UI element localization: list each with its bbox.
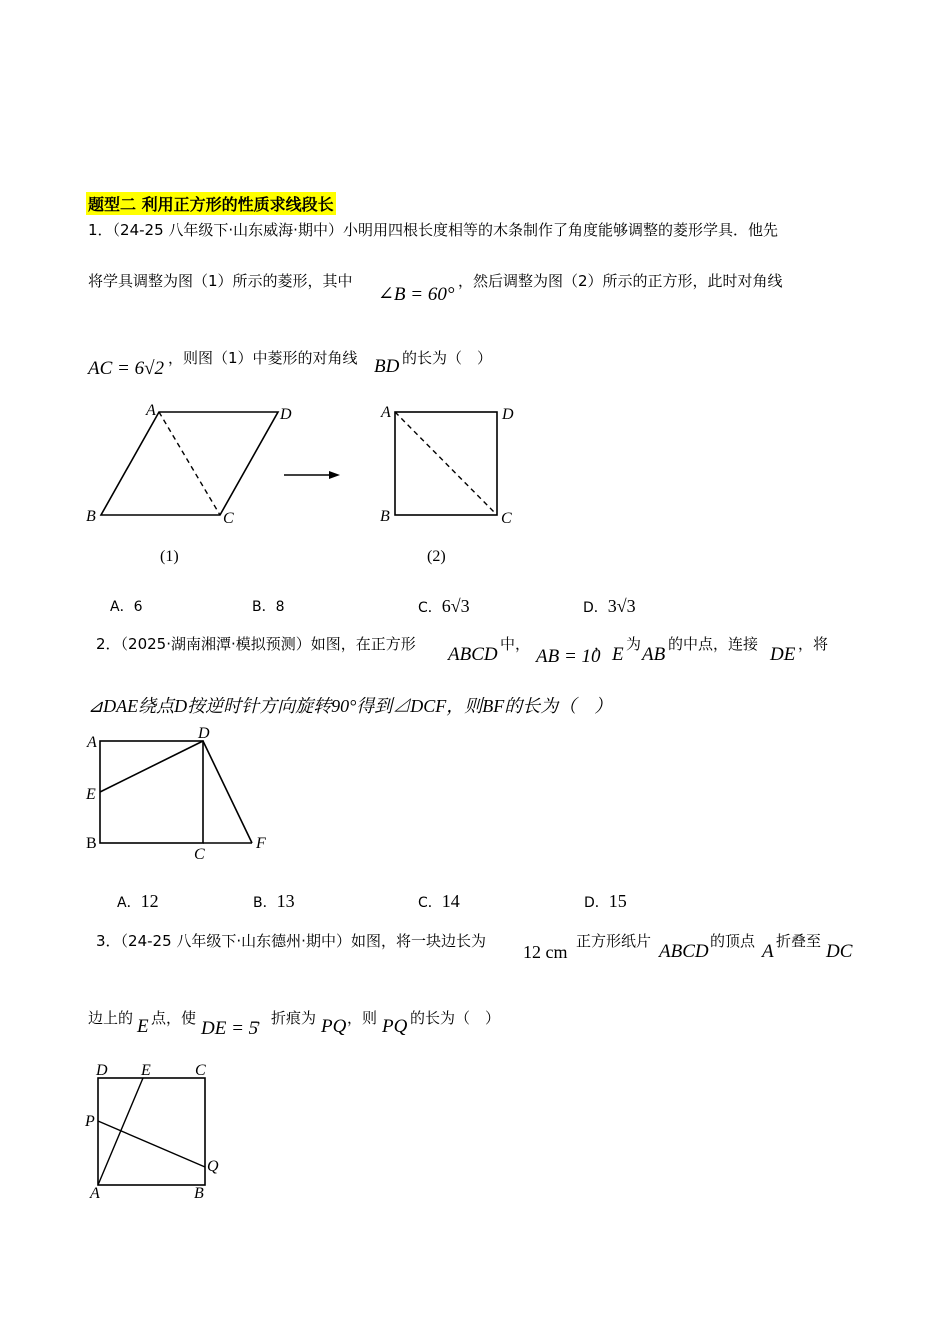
q3-source: （24-25 八年级下·山东德州·期中） [120, 932, 351, 950]
q2-label-c: C [194, 846, 205, 863]
q2-label-b: B [86, 835, 97, 852]
q2-label-f: F [256, 835, 266, 852]
q2-text-1c: ， [594, 635, 610, 653]
q2-option-c[interactable] [418, 891, 460, 912]
q2-number: 2． [96, 635, 121, 653]
q1-option-a-value: 6 [133, 599, 143, 615]
q1-source: （24-25 八年级下·山东威海·期中） [112, 221, 343, 239]
q1-bd: BD [374, 356, 400, 377]
q2-text-1a: 如图，在正方形 [310, 635, 416, 653]
q3-text-2b: 点，使 [151, 1009, 197, 1027]
q3-de-value: DE = 5 [201, 1018, 259, 1039]
q1-line-3a: ，则图（1）中菱形的对角线 [168, 349, 358, 367]
q3-a: A [762, 941, 774, 962]
q2-ab-value: AB = 10 [536, 646, 601, 667]
q1-line-2b: ，然后调整为图（2）所示的正方形，此时对角线 [458, 272, 783, 290]
q1-option-d-value: 3√3 [607, 596, 636, 616]
section-title: 题型二 利用正方形的性质求线段长 [86, 192, 336, 215]
q1-rhombus-diagonal [159, 412, 220, 515]
q1-option-c-value: 6√3 [441, 596, 470, 616]
q1-line-1 [88, 219, 778, 240]
q1-rhombus [101, 412, 278, 515]
q2-label-d: D [198, 725, 210, 742]
q3-crease-pq [98, 1121, 205, 1167]
q1-square-diagonal [395, 412, 497, 515]
q1-option-b-letter: B． [252, 599, 276, 615]
q3-text-1c: 的顶点 [710, 932, 756, 950]
q1-square-label-c: C [501, 510, 512, 527]
q3-number: 3． [96, 932, 121, 950]
q3-text-2d: ，则 [347, 1009, 378, 1027]
q2-text-1d: 为 [626, 635, 642, 653]
q2-segment-df [203, 741, 252, 843]
q3-dc: DC [826, 941, 853, 962]
q3-pq: PQ [321, 1016, 347, 1037]
q1-option-c-letter: C． [418, 600, 442, 616]
q2-option-d-letter: D． [584, 895, 609, 911]
q1-square-label-a: A [381, 404, 391, 421]
q2-e: E [612, 644, 624, 665]
q3-label-d: D [96, 1062, 108, 1079]
q1-option-c[interactable] [418, 596, 470, 617]
q2-de: DE [770, 644, 796, 665]
q3-text-1a: 如图，将一块边长为 [350, 932, 486, 950]
q3-text-2e: 的长为（ ） [410, 1009, 501, 1027]
q2-option-c-value: 14 [441, 891, 460, 911]
q1-caption-1: (1) [160, 548, 179, 565]
q1-line-3b: 的长为（ ） [402, 349, 493, 367]
q1-ac-value: AC = 6√2 [88, 358, 165, 379]
q3-square [98, 1078, 205, 1185]
q2-text-1e: 的中点，连接 [668, 635, 759, 653]
q3-figure [80, 1058, 240, 1208]
q1-option-d[interactable] [583, 596, 636, 617]
q1-option-a-letter: A． [110, 599, 134, 615]
q2-figure [80, 722, 280, 867]
q1-rhombus-label-d: D [280, 406, 292, 423]
q2-option-c-letter: C． [418, 895, 442, 911]
arrow-right-icon [329, 471, 340, 479]
q3-label-b: B [194, 1185, 204, 1202]
q1-option-a[interactable] [110, 596, 143, 616]
q1-angle-b: ∠B = 60° [378, 284, 455, 305]
q1-square-label-d: D [502, 406, 514, 423]
q2-option-b-value: 13 [276, 891, 295, 911]
q3-label-a: A [90, 1185, 100, 1202]
q3-text-1b: 正方形纸片 [576, 932, 652, 950]
q3-line-1-start [96, 930, 486, 951]
q1-option-d-letter: D． [583, 600, 608, 616]
q1-rhombus-label-b: B [86, 508, 96, 525]
q3-abcd: ABCD [659, 941, 709, 962]
q1-square-label-b: B [380, 508, 390, 525]
q3-text-2c: ，折痕为 [256, 1009, 317, 1027]
q3-label-q: Q [207, 1158, 219, 1175]
q1-option-b[interactable] [252, 596, 285, 616]
q2-option-b[interactable] [253, 891, 295, 912]
q2-option-a[interactable] [117, 891, 159, 912]
q2-option-a-value: 12 [140, 891, 159, 911]
q1-text: 小明用四根长度相等的木条制作了角度能够调整的菱形学具．他先 [342, 221, 778, 239]
q2-segment-de [100, 741, 203, 792]
q3-e: E [137, 1016, 149, 1037]
q2-source: （2025·湖南湘潭·模拟预测） [120, 635, 311, 653]
q2-option-d[interactable] [584, 891, 627, 912]
q2-label-a: A [87, 734, 97, 751]
q3-text-1d: 折叠至 [776, 932, 822, 950]
q3-label-p: P [85, 1113, 95, 1130]
q1-figure [80, 395, 540, 575]
q2-text-1f: ，将 [798, 635, 829, 653]
q2-text-1b: 中， [500, 635, 531, 653]
q3-text-2a: 边上的 [88, 1009, 134, 1027]
q2-abcd: ABCD [448, 644, 498, 665]
q1-line-2a: 将学具调整为图（1）所示的菱形，其中 [88, 272, 353, 290]
q2-line-2: ⊿DAE绕点D按逆时针方向旋转90°得到⊿DCF，则BF的长为（ ） [88, 696, 613, 716]
q1-option-b-value: 8 [275, 599, 285, 615]
q3-side-length: 12 cm [523, 942, 568, 962]
q2-label-e: E [86, 786, 96, 803]
q3-label-e: E [141, 1062, 151, 1079]
q2-line-1-start [96, 633, 416, 654]
q1-rhombus-label-a: A [146, 402, 156, 419]
q2-option-b-letter: B． [253, 895, 277, 911]
q1-number: 1． [88, 221, 113, 239]
q2-option-a-letter: A． [117, 895, 141, 911]
q3-segment-ae [98, 1078, 143, 1185]
q1-caption-2: (2) [427, 548, 446, 565]
q3-label-c: C [195, 1062, 206, 1079]
q3-pq-2: PQ [382, 1016, 408, 1037]
q2-option-d-value: 15 [608, 891, 627, 911]
q2-ab: AB [642, 644, 666, 665]
q2-square [100, 741, 203, 843]
q1-rhombus-label-c: C [223, 510, 234, 527]
